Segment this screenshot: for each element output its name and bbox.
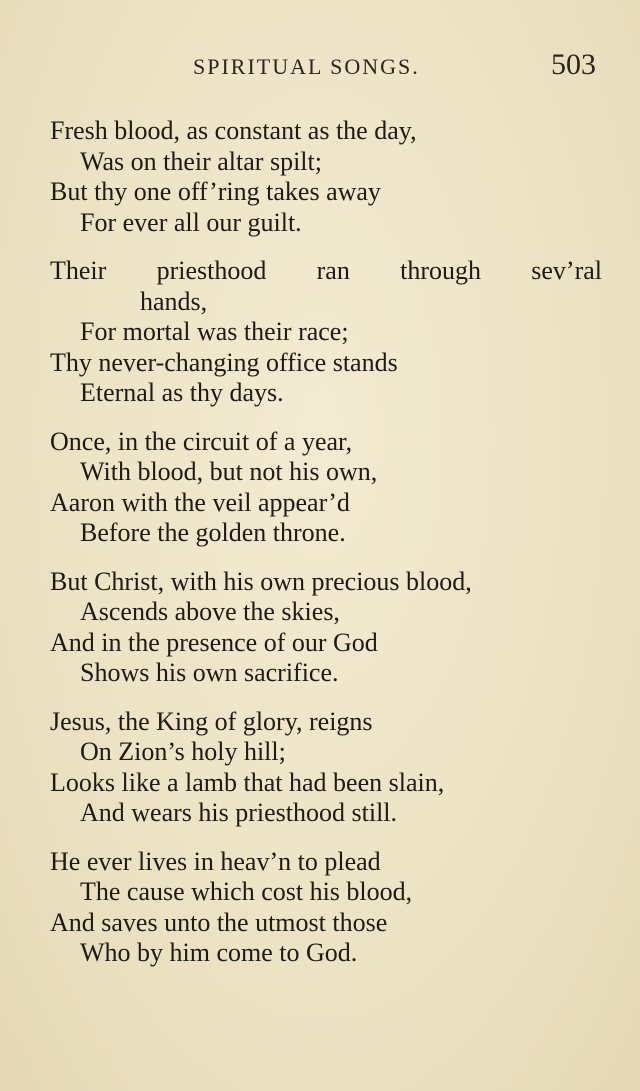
stanza-5 [50, 707, 602, 829]
verse-line: Was on their altar spilt; [80, 146, 322, 176]
verse-line: For mortal was their race; [80, 317, 349, 346]
hymn-text [50, 116, 602, 987]
stanza-3 [50, 427, 602, 549]
stanza-4 [50, 567, 602, 689]
verse-line: Looks like a lamb that had been slain, [50, 767, 445, 797]
verse-line: And wears his priesthood still. [80, 798, 398, 827]
stanza-1 [50, 116, 602, 238]
verse-line: Jesus, the King of glory, reigns [50, 706, 373, 736]
verse-line: He ever lives in heav’n to plead [50, 846, 381, 876]
verse-line: Fresh blood, as constant as the day, [50, 116, 417, 145]
verse-line: Thy never-changing office stands [50, 347, 398, 377]
verse-line-turnover: hands, [140, 286, 208, 316]
verse-line: For ever all our guilt. [80, 207, 302, 237]
verse-line: Ascends above the skies, [80, 597, 340, 626]
verse-line: But Christ, with his own precious blood, [50, 566, 472, 596]
verse-line: On Zion’s holy hill; [80, 737, 286, 766]
verse-line: Shows his own sacrifice. [80, 658, 339, 687]
verse-line: With blood, but not his own, [80, 457, 378, 486]
running-head: SPIRITUAL SONGS. [193, 54, 420, 79]
verse-line: Who by him come to God. [80, 938, 358, 967]
verse-line: And in the presence of our God [50, 627, 378, 657]
verse-line: Aaron with the veil appear’d [50, 487, 350, 517]
verse-line: The cause which cost his blood, [80, 877, 413, 906]
verse-line: Their priesthood ran through sev’ral [50, 256, 602, 285]
page-header [0, 48, 640, 84]
verse-line: Before the golden throne. [80, 518, 346, 547]
verse-line: But thy one off’ring takes away [50, 177, 381, 206]
stanza-6 [50, 847, 602, 969]
verse-line: And saves unto the utmost those [50, 907, 388, 937]
stanza-2 [50, 256, 602, 409]
page-number: 503 [551, 48, 596, 81]
verse-line: Once, in the circuit of a year, [50, 426, 353, 456]
verse-line: Eternal as thy days. [80, 378, 284, 407]
